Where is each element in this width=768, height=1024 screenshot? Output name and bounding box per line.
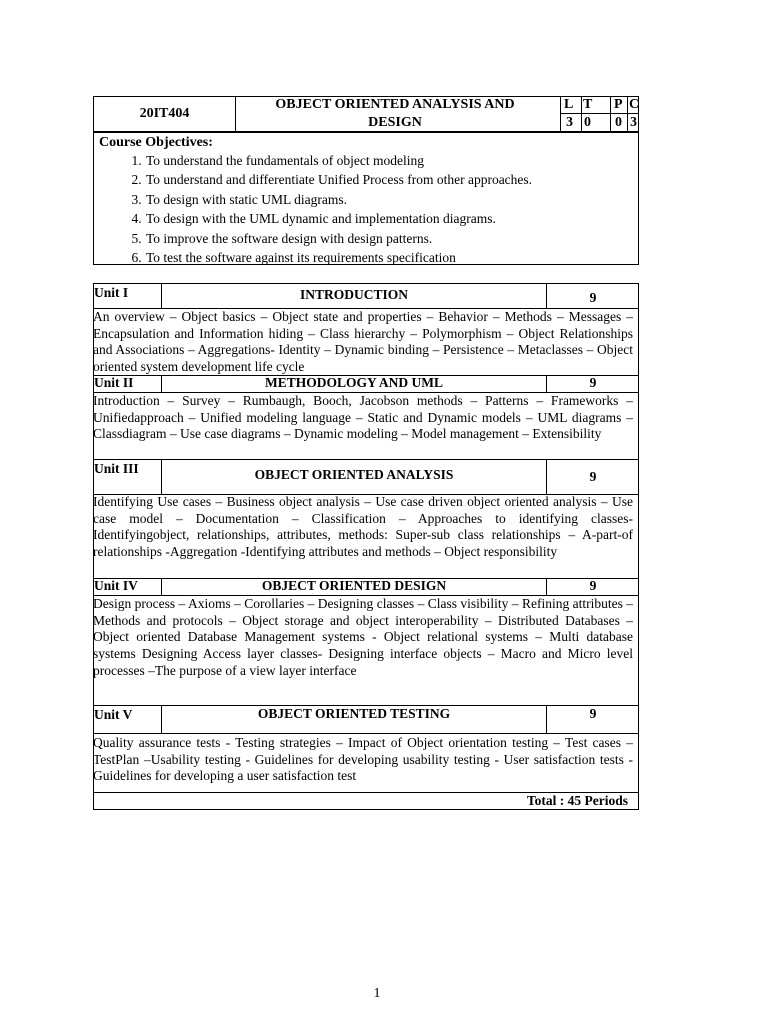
unit-label: Unit III	[94, 461, 139, 476]
credit-value-p: 0	[615, 115, 622, 130]
credit-value-l: 3	[566, 115, 573, 130]
header-divider	[235, 96, 236, 132]
course-title: OBJECT ORIENTED ANALYSIS AND DESIGN	[275, 97, 515, 130]
unit-hours: 9	[589, 290, 597, 305]
credits-col-divider	[627, 96, 628, 132]
unit-label: Unit I	[94, 285, 129, 300]
unit-hours: 9	[589, 375, 597, 390]
credit-label-l: L	[564, 97, 574, 112]
unit-title: METHODOLOGY AND UML	[264, 375, 443, 390]
unit-hours: 9	[589, 578, 597, 593]
unit-title: INTRODUCTION	[299, 287, 408, 302]
unit-title: OBJECT ORIENTED TESTING	[257, 706, 451, 721]
total-periods: Total : 45 Periods	[526, 793, 628, 808]
unit-content: Quality assurance tests - Testing strategies – Impact of Object orientation testing – Test cases – TestPlan –Usability testing - Guidelines for developing usability testing - User satisfaction tests -Guidelines for developing a user satisfaction test	[93, 735, 633, 784]
row-divider	[93, 733, 639, 734]
unit-hours: 9	[589, 469, 597, 484]
unit-label: Unit V	[94, 707, 133, 722]
credit-label-t: T	[583, 97, 593, 112]
unit-title: OBJECT ORIENTED DESIGN	[261, 578, 447, 593]
credits-col-divider	[581, 96, 582, 132]
unit-hours: 9	[589, 706, 597, 721]
unit-title: OBJECT ORIENTED ANALYSIS	[254, 467, 454, 482]
objective-item: 3. To design with static UML diagrams.	[145, 190, 638, 209]
unit-label: Unit II	[94, 375, 134, 390]
objectives-box	[93, 132, 639, 265]
course-code: 20IT404	[139, 106, 190, 121]
unit-label: Unit IV	[94, 578, 138, 593]
unit-content: Introduction – Survey – Rumbaugh, Booch, Jacobson methods – Patterns – Frameworks – Unifiedapproach – Unified modeling language – Static and Dynamic models – UML diagrams – Classdiagram – Use case diagrams – Dynamic modeling – Model management – Extensibility	[93, 393, 633, 442]
objective-item: 1. To understand the fundamentals of object modeling	[145, 151, 638, 170]
objective-item: 4. To design with the UML dynamic and implementation diagrams.	[145, 209, 638, 228]
credit-value-c: 3	[630, 115, 637, 130]
objective-item: 5. To improve the software design with design patterns.	[145, 229, 638, 248]
credit-value-t: 0	[584, 115, 591, 130]
credits-col-divider	[610, 96, 611, 132]
unit-content: Identifying Use cases – Business object analysis – Use case driven object oriented analysis – Use case model – Documentation – Classification – Approaches to identifying classes- Identifyingobject, relationships, attributes, methods: Super-sub class relationships – A-part-of relationships -Aggregation -Identifying attributes and methods – Object responsibility	[93, 494, 633, 560]
credit-label-c: C	[629, 97, 640, 112]
objective-item: 6. To test the software against its requirements specification	[145, 248, 638, 267]
header-divider	[560, 96, 561, 132]
objective-item: 2. To understand and differentiate Unified Process from other approaches.	[145, 170, 638, 189]
objectives-list	[94, 151, 638, 267]
credit-label-p: P	[614, 97, 623, 112]
objectives-heading: Course Objectives:	[99, 135, 213, 150]
page-number: 1	[373, 986, 381, 1001]
unit-content: An overview – Object basics – Object state and properties – Behavior – Methods – Messages –Encapsulation and Information hiding – Class hierarchy – Polymorphism – Object Relationships and Associations – Aggregations- Identity – Dynamic binding – Persistence – Metaclasses – Object oriented system development life cycle	[93, 309, 633, 375]
unit-content: Design process – Axioms – Corollaries – Designing classes – Class visibility – Refining attributes –Methods and protocols – Object storage and object interoperability – Distributed Databases – Object oriented Database Management systems - Object relational systems – Multi database systems Designing Access layer classes- Designing interface objects – Macro and Micro level processes –The purpose of a view layer interface	[93, 596, 633, 678]
